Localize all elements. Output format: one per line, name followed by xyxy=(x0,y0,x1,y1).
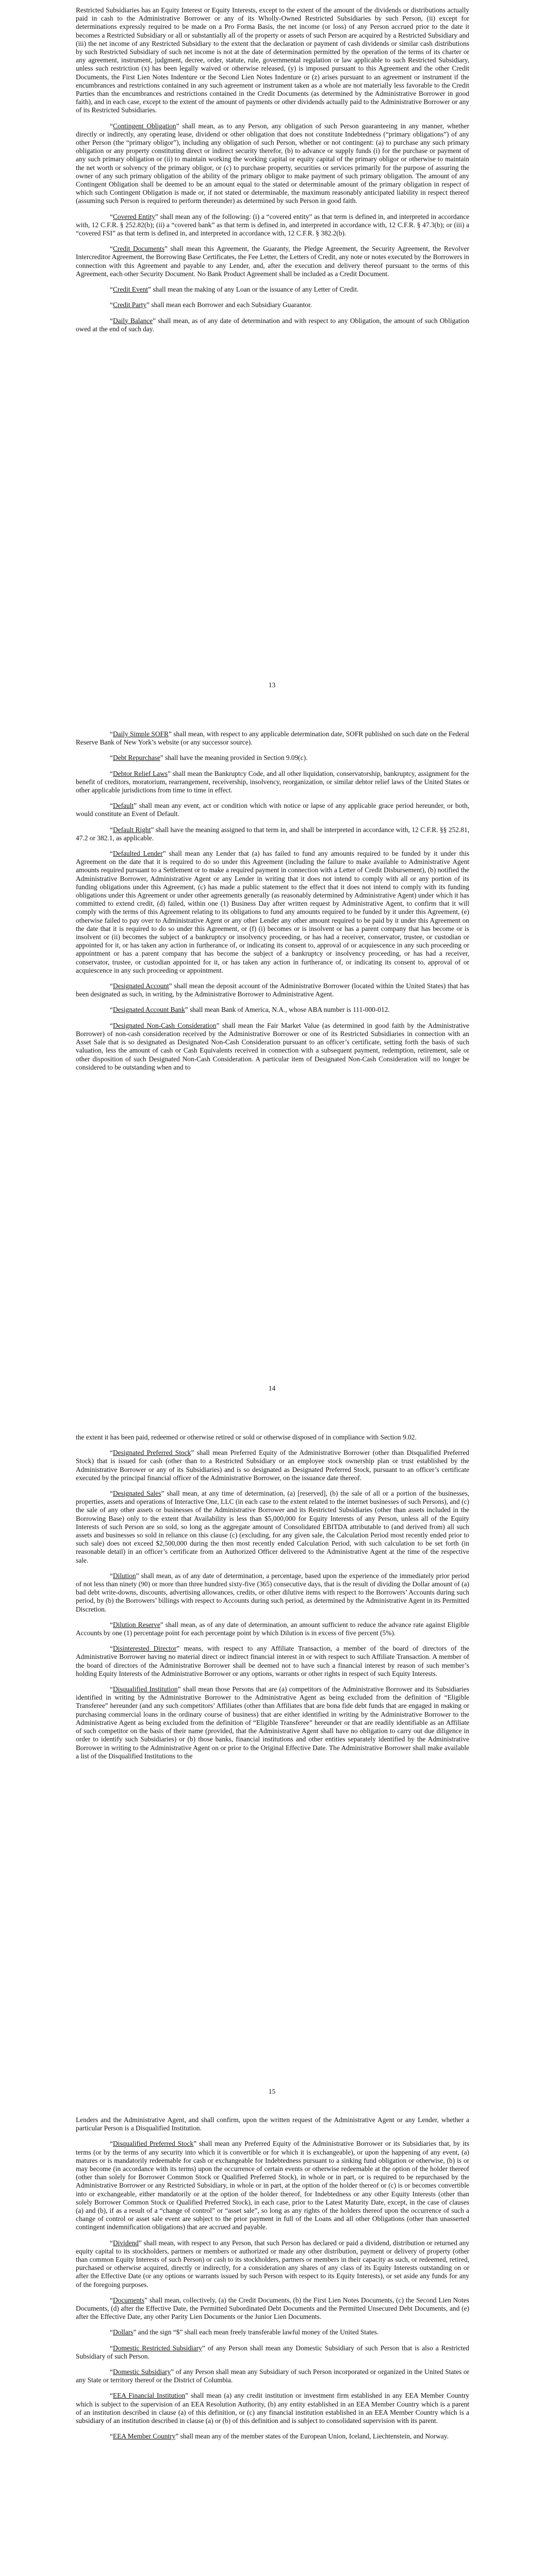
definition-paragraph: “Contingent Obligation” shall mean, as to any Person, any obligation of such Person guaranteeing in any manner, whether directly or indirectly, any operating lease, dividend or other obligation that does not constitute Indebtedness (“primary obligations”) of any other Person (the “primary obligor”), including any obligation of such Person, whether or not contingent: (a) to purchase any such primary obligation or any property constituting direct or indirect security therefor, (b) to advance or supply funds (i) for the purchase or payment of any such primary obligation or (ii) to maintain working the working capital or equity capital of the primary obligor or otherwise to maintain the net worth or solvency of the primary obligor, or (c) to purchase property, securities or services primarily for the purpose of assuring the owner of any such primary obligation of the ability of the primary obligor to make payment of such primary obligation. The amount of any Contingent Obligation shall be deemed to be an amount equal to the stated or determinable amount of the primary obligation in respect of which such Contingent Obligation is made or, if not stated or determinable, the maximum reasonably anticipated liability in respect thereof (assuming such Person is required to perform thereunder) as determined by such Person in good faith. xyxy=(76,122,469,205)
definition-text: shall have the meaning provided in Section 9.09(c). xyxy=(163,754,308,762)
definition-text: shall mean each Borrower and each Subsidiary Guarantor. xyxy=(150,301,312,309)
definition-text: shall mean, as of any date of determination, a percentage, based upon the experience of the immediately prior period of not less than ninety (90) or more than three hundred sixty-five (365) consecutive days, that is the result of dividing the Dollar amount of (a) bad debt write-downs, discounts, advertising allowances, credits, or other dilutive items with respect to the Borrowers’ Accounts during such period, by (b) the Borrowers’ billings with respect to Accounts during such period, as determined by the Administrative Agent in its Permitted Discretion. xyxy=(76,1571,469,1613)
definition-paragraph: “Daily Simple SOFR” shall mean, with respect to any applicable determination date, SOFR published on such date on the Federal Reserve Bank of New York’s website (or any successor source). xyxy=(76,730,470,747)
definition-text: shall have the meaning assigned to that term in, and shall be interpreted in accordance with, 12 C.F.R. §§ 252.81, 47.2 or 382.1, as applicable. xyxy=(76,825,469,842)
definition-text: shall mean, with respect to any applicable determination date, SOFR published on such date on the Federal Reserve Bank of New York’s website (or any successor source). xyxy=(76,730,470,747)
definition-paragraph: “Debtor Relief Laws” shall mean the Bankruptcy Code, and all other liquidation, conservatorship, bankruptcy, assignment for the benefit of creditors, moratorium, rearrangement, receivership, insolvency, reorganization, or similar debtor relief laws of the United States or other applicable jurisdictions from time to time in effect. xyxy=(76,769,469,794)
definition-paragraph: “Disinterested Director” means, with respect to any Affiliate Transaction, a member of the board of directors of the Administrative Borrower having no material direct or indirect financial interest in or with respect to such Affiliate Transaction. A member of the board of directors of the Administrative Borrower shall be deemed not to have such a financial interest by reason of such member’s holding Equity Interests of the Administrative Borrower or any options, warrants or other rights in respect of such Equity Interests. xyxy=(76,1645,469,1677)
definition-text: of any Person shall mean any Domestic Subsidiary of such Person that is also a Restricted Subsidiary of such Person. xyxy=(76,2344,469,2360)
defined-term: Disinterested Director xyxy=(112,1645,177,1653)
definition-text: of any Person shall mean any Subsidiary of such Person incorporated or organized in the United States or any State or territory thereof or the District of Columbia. xyxy=(76,2368,470,2384)
definition-paragraph: “EEA Financial Institution” shall mean (a) any credit institution or investment firm established in any EEA Member Country which is subject to the supervision of an EEA Resolution Authority, (b) any entity established in an EEA Member Country which is a parent of an institution described in clause (a) of this definition, or (c) any financial institution established in an EEA Member Country which is a subsidiary of an institution described in clause (a) or (b) of this definition and is subject to consolidated supervision with its parent. xyxy=(76,2392,470,2425)
paragraph xyxy=(76,1433,469,1442)
definition-paragraph: “Domestic Restricted Subsidiary” of any Person shall mean any Domestic Subsidiary of such Person that is also a Restricted Subsidiary of such Person. xyxy=(76,2344,469,2360)
defined-term: Default Right xyxy=(112,825,151,834)
defined-term: Debt Repurchase xyxy=(112,754,160,762)
definition-text: shall mean this Agreement, the Guaranty, the Pledge Agreement, the Security Agreement, the Revolver Intercreditor Agreement, the Borrowing Base Certificates, the Fee Letter, the Letters of Credit, any note or notes executed by the Borrowers in connection with this Agreement and payable to any Lender, and, after the execution and delivery thereof pursuant to the terms of this Agreement, each other Security Document. No Bank Product Agreement shall be included as a Credit Document. xyxy=(76,245,469,278)
defined-term: Covered Entity xyxy=(112,212,155,221)
page-number: 15 xyxy=(268,2088,276,2095)
definition-paragraph: “EEA Member Country” shall mean any of the member states of the European Union, Iceland, Liechtenstein, and Norway. xyxy=(110,2432,449,2441)
definition-paragraph: “Daily Balance” shall mean, as of any date of determination and with respect to any Obligation, the amount of such Obligation owed at the end of such day. xyxy=(76,316,470,333)
definition-text: shall mean, at any time of determination, (a) [reserved], (b) the sale of all or a portion of the businesses, properties, assets and operations of Interactive One, LLC (in each case to the extent related to the internet businesses of such Persons), and (c) the sale of any other assets or businesses of the Administrative Borrower and its Restricted Subsidiaries (other than assets included in the Borrowing Base) only to the extent that Availability is less than $5,000,000 for Equity Interests of any Person, unless all of the Equity Interests of such Person are so sold, so long as the aggregate amount of Consolidated EBITDA attributable to (and derived from) all such assets and businesses so sold in reliance on this clause (c) (excluding, for any given sale, the Calculation Period most recently ended prior to such sale) does not exceed $2,500,000 during the then most recently ended Calculation Period, with such calculation to be set forth (in reasonable detail) in an officer’s certificate from an Authorized Officer delivered to the Administrative Agent at the time of the respective sale. xyxy=(76,1489,469,1564)
definition-paragraph: “Disqualified Preferred Stock” shall mean any Preferred Equity of the Administrative Borrower or its Subsidiaries that, by its terms (or by the terms of any security into which it is convertible or for which it is exchangeable), or upon the happening of any event, (a) matures or is mandatorily redeemable for cash or exchangeable for Indebtedness pursuant to a sinking fund obligation or otherwise, (b) is or may become (in accordance with its terms) upon the occurrence of certain events or otherwise redeemable at the option of the holder thereof (other than solely for Borrower Common Stock or Qualified Preferred Stock), in whole or in part, or is required to be repurchased by the Administrative Borrower or any Restricted Subsidiary, in whole or in part, at the option of the holder thereof or (c) is or becomes convertible into or exchangeable, either mandatorily or at the option of the holder thereof, for Indebtedness or any other Equity Interests (other than solely Borrower Common Stock or Qualified Preferred Stock), in each case, prior to the Latest Maturity Date, except, in the case of clauses (a) and (b), if as a result of a “change of control” or “asset sale”, so long as any rights of the holders thereof upon the occurrence of such a change of control or asset sale event are subject to the prior payment in full of the Loans and all other Obligations (other than unasserted contingent indemnification obligations) that are accrued and payable. xyxy=(76,2140,469,2231)
defined-term: Defaulted Lender xyxy=(112,850,163,858)
defined-term: Dilution Reserve xyxy=(112,1620,160,1629)
definition-paragraph: “Documents” shall mean, collectively, (a) the Credit Documents, (b) the First Lien Notes Documents, (c) the Second Lien Notes Documents, (d) after the Effective Date, the Permitted Subordinated Debt Documents and the Permitted Unsecured Debt Documents, and (e) after the Effective Date, any other Parity Lien Documents or the Junior Lien Documents. xyxy=(76,2296,469,2321)
definition-text: shall mean any Preferred Equity of the Administrative Borrower or its Subsidiaries that, by its terms (or by the terms of any security into which it is convertible or for which it is exchangeable), or upon the happening of any event, (a) matures or is mandatorily redeemable for cash or exchangeable for Indebtedness pursuant to a sinking fund obligation or otherwise, (b) is or may become (in accordance with its terms) upon the occurrence of certain events or otherwise redeemable at the option of the holder thereof (other than solely for Borrower Common Stock or Qualified Preferred Stock), in whole or in part, or is required to be repurchased by the Administrative Borrower or any Restricted Subsidiary, in whole or in part, at the option of the holder thereof or (c) is or becomes convertible into or exchangeable, either mandatorily or at the option of the holder thereof, for Indebtedness or any other Equity Interests (other than solely Borrower Common Stock or Qualified Preferred Stock), in each case, prior to the Latest Maturity Date, except, in the case of clauses (a) and (b), if as a result of a “change of control” or “asset sale”, so long as any rights of the holders thereof upon the occurrence of such a change of control or asset sale event are subject to the prior payment in full of the Loans and all other Obligations (other than unasserted contingent indemnification obligations) that are accrued and payable. xyxy=(76,2140,469,2231)
defined-term: Credit Party xyxy=(112,301,147,309)
definition-text: shall mean any Lender that (a) has failed to fund any amounts required to be funded by it under this Agreement on the date that it is required to do so under this Agreement (including the failure to make available to Administrative Agent amounts required pursuant to a Settlement or to make a required payment in connection with a Letter of Credit Disbursement), (b) notified the Administrative Borrower, Administrative Agent or any Lender in writing that it does not intend to comply with all or any portion of its funding obligations under this Agreement, (c) has made a public statement to the effect that it does not intend to comply with its funding obligations under this Agreement or under other agreements generally (as reasonably determined by Administrative Agent) under which it has committed to extend credit, (d) failed, within one (1) Business Day after written request by Administrative Agent, to confirm that it will comply with the terms of this Agreement relating to its obligations to fund any amounts required to be funded by it under this Agreement, (e) otherwise failed to pay over to Administrative Agent or any other Lender any other amount required to be paid by it under this Agreement on the date that it is required to do so under this Agreement, or (f) (i) becomes or is insolvent or has a parent company that has become or is insolvent or (ii) becomes the subject of a bankruptcy or insolvency proceeding, or has had a receiver, conservator, trustee, or custodian or appointed for it, or has taken any action in furtherance of, or indicating its consent to, approval of or acquiescence in any such proceeding or appointment or has a parent company that has become the subject of a bankruptcy or insolvency proceeding, or has had a receiver, conservator, trustee, or custodian appointed for it, or has taken any action in furtherance of, or indicating its consent to, approval of or acquiescence in any such proceeding or appointment. xyxy=(76,850,470,974)
defined-term: Daily Simple SOFR xyxy=(112,730,169,738)
definition-paragraph: “Dilution Reserve” shall mean, as of any date of determination, an amount sufficient to reduce the advance rate against Eligible Accounts by one (1) percentage point for each percentage point by which Dilution is in excess of five percent (5%). xyxy=(76,1620,469,1637)
definition-text: and the sign “$” shall each mean freely transferable lawful money of the United States. xyxy=(136,2328,379,2336)
defined-term: Designated Non-Cash Consideration xyxy=(112,1021,217,1029)
definition-text: shall mean any event, act or condition which with notice or lapse of any applicable grace period hereunder, or both, would constitute an Event of Default. xyxy=(76,802,469,818)
definition-paragraph: “Designated Non-Cash Consideration” shall mean the Fair Market Value (as determined in good faith by the Administrative Borrower) of non-cash consideration received by the Administrative Borrower or one of its Restricted Subsidiaries in connection with an Asset Sale that is so designated as Designated Non-Cash Consideration pursuant to an officer’s certificate, setting forth the basis of such valuation, less the amount of cash or Cash Equivalents received in connection with a subsequent payment, redemption, retirement, sale or other disposition of such Designated Non-Cash Consideration. A particular item of Designated Non-Cash Consideration will no longer be considered to be outstanding when and to xyxy=(76,1021,469,1071)
page-14-body xyxy=(76,730,469,1079)
page-15-body xyxy=(76,1433,469,1768)
definition-text: shall mean, as of any date of determination and with respect to any Obligation, the amount of such Obligation owed at the end of such day. xyxy=(76,316,470,333)
paragraph-text: Lenders and the Administrative Agent, and shall confirm, upon the written request of the Administrative Agent or any Lender, whether a particular Person is a Disqualified Institution. xyxy=(76,2116,469,2132)
page-13 xyxy=(0,0,544,703)
page-13-body xyxy=(76,6,469,341)
definition-paragraph: “Covered Entity” shall mean any of the following: (i) a “covered entity” as that term is defined in, and interpreted in accordance with, 12 C.F.R. § 252.82(b); (ii) a “covered bank” as that term is defined in, and interpreted in accordance with, 12 C.F.R. § 47.3(b); or (iii) a “covered FSI” as that term is defined in, and interpreted in accordance with, 12 C.F.R. § 382.2(b). xyxy=(76,212,469,238)
definition-paragraph: “Dollars” and the sign “$” shall each mean freely transferable lawful money of the United States. xyxy=(110,2328,379,2336)
definition-text: shall mean the making of any Loan or the issuance of any Letter of Credit. xyxy=(151,285,359,294)
definition-paragraph: “Disqualified Institution” shall mean those Persons that are (a) competitors of the Administrative Borrower and its Subsidiaries identified in writing by the Administrative Borrower to the Administrative Agent as being excluded from the definition of “Eligible Transferee” hereunder (and any such competitors’ Affiliates (other than Affiliates that are bona fide debt funds that are engaged in making or purchasing commercial loans in the ordinary course of business) that are either identified in writing by the Administrative Borrower to the Administrative Agent as being excluded from the definition of “Eligible Transferee” hereunder or that are readily identifiable as an Affiliate of such competitor on the basis of their name (provided, that the Administrative Agent shall have no obligation to carry out due diligence in order to identify such Subsidiaries) or (b) those banks, financial institutions and other entities separately identified by the Administrative Borrower in writing to the Administrative Agent on or prior to the Original Effective Date. The Administrative Borrower shall make available a list of the Disqualified Institutions to the xyxy=(76,1685,469,1760)
definition-text: means, with respect to any Affiliate Transaction, a member of the board of directors of the Administrative Borrower having no material direct or indirect financial interest in or with respect to such Affiliate Transaction. A member of the board of directors of the Administrative Borrower shall be deemed not to have such a financial interest by reason of such member’s holding Equity Interests of the Administrative Borrower or any options, warrants or other rights in respect of such Equity Interests. xyxy=(76,1645,469,1677)
defined-term: Debtor Relief Laws xyxy=(112,769,168,777)
defined-term: Disqualified Preferred Stock xyxy=(112,2140,194,2148)
definition-paragraph: “Domestic Subsidiary” of any Person shall mean any Subsidiary of such Person incorporated or organized in the United States or any State or territory thereof or the District of Columbia. xyxy=(76,2368,470,2384)
definition-text: shall mean, with respect to any Person, that such Person has declared or paid a dividend, distribution or returned any equity capital to its stockholders, partners or members or authorized or made any other distribution, payment or delivery of property (other than common Equity Interests of such Person) or cash to its stockholders, partners or members in their capacity as such, or redeemed, retired, purchased or otherwise acquired, directly or indirectly, for a consideration any shares of any class of its Equity Interests outstanding on or after the Effective Date (or any options or warrants issued by such Person with respect to its Equity Interests), or set aside any funds for any of the foregoing purposes. xyxy=(76,2239,469,2289)
definition-paragraph: “Designated Sales” shall mean, at any time of determination, (a) [reserved], (b) the sale of all or a portion of the businesses, properties, assets and operations of Interactive One, LLC (in each case to the extent related to the internet businesses of such Persons), and (c) the sale of any other assets or businesses of the Administrative Borrower and its Restricted Subsidiaries (other than assets included in the Borrowing Base) only to the extent that Availability is less than $5,000,000 for Equity Interests of any Person, unless all of the Equity Interests of such Person are so sold, so long as the aggregate amount of Consolidated EBITDA attributable to (and derived from) all such assets and businesses so sold in reliance on this clause (c) (excluding, for any given sale, the Calculation Period most recently ended prior to such sale) does not exceed $2,500,000 during the then most recently ended Calculation Period, with such calculation to be set forth (in reasonable detail) in an officer’s certificate from an Authorized Officer delivered to the Administrative Agent at the time of the respective sale. xyxy=(76,1489,469,1564)
page-16 xyxy=(0,2110,544,2576)
definition-paragraph: “Designated Account” shall mean the deposit account of the Administrative Borrower (located within the United States) that has been designated as such, in writing, by the Administrative Borrower to Administrative Agent. xyxy=(76,982,469,998)
defined-term: Contingent Obligation xyxy=(112,122,176,130)
definition-paragraph: “Dividend” shall mean, with respect to any Person, that such Person has declared or paid a dividend, distribution or returned any equity capital to its stockholders, partners or members or authorized or made any other distribution, payment or delivery of property (other than common Equity Interests of such Person) or cash to its stockholders, partners or members in their capacity as such, or redeemed, retired, purchased or otherwise acquired, directly or indirectly, for a consideration any shares of any class of its Equity Interests outstanding on or after the Effective Date (or any options or warrants issued by such Person with respect to its Equity Interests), or set aside any funds for any of the foregoing purposes. xyxy=(76,2239,469,2289)
defined-term: Credit Event xyxy=(112,285,149,294)
definition-text: shall mean, collectively, (a) the Credit Documents, (b) the First Lien Notes Documents, (c) the Second Lien Notes Documents, (d) after the Effective Date, the Permitted Subordinated Debt Documents and the Permitted Unsecured Debt Documents, and (e) after the Effective Date, any other Parity Lien Documents or the Junior Lien Documents. xyxy=(76,2296,469,2321)
defined-term: Domestic Subsidiary xyxy=(112,2368,171,2376)
definition-text: shall mean, as to any Person, any obligation of such Person guaranteeing in any manner, whether directly or indirectly, any operating lease, dividend or other obligation that does not constitute Indebtedness (“primary obligations”) of any other Person (the “primary obligor”), including any obligation of such Person, whether or not contingent: (a) to purchase any such primary obligation or any property constituting direct or indirect security therefor, (b) to advance or supply funds (i) for the purchase or payment of any such primary obligation or (ii) to maintain working the working capital or equity capital of the primary obligor or otherwise to maintain the net worth or solvency of the primary obligor, or (c) to purchase property, securities or services primarily for the purpose of assuring the owner of any such primary obligation of the ability of the primary obligor to make payment of such primary obligation. The amount of any Contingent Obligation shall be deemed to be an amount equal to the stated or determinable amount of the primary obligation in respect of which such Contingent Obligation is made or, if not stated or determinable, the maximum reasonably anticipated liability in respect thereof (assuming such Person is required to perform thereunder) as determined by such Person in good faith. xyxy=(76,122,469,205)
paragraph-text: the extent it has been paid, redeemed or otherwise retired or sold or otherwise disposed of in compliance with Section 9.02. xyxy=(76,1433,417,1441)
definition-paragraph: “Defaulted Lender” shall mean any Lender that (a) has failed to fund any amounts required to be funded by it under this Agreement on the date that it is required to do so under this Agreement (including the failure to make available to Administrative Agent amounts required pursuant to a Settlement or to make a required payment in connection with a Letter of Credit Disbursement), (b) notified the Administrative Borrower, Administrative Agent or any Lender in writing that it does not intend to comply with all or any portion of its funding obligations under this Agreement, (c) has made a public statement to the effect that it does not intend to comply with its funding obligations under this Agreement or under other agreements generally (as reasonably determined by Administrative Agent) under which it has committed to extend credit, (d) failed, within one (1) Business Day after written request by Administrative Agent, to confirm that it will comply with the terms of this Agreement relating to its obligations to fund any amounts required to be funded by it under this Agreement, (e) otherwise failed to pay over to Administrative Agent or any other Lender any other amount required to be paid by it under this Agreement on the date that it is required to do so under this Agreement, or (f) (i) becomes or is insolvent or has a parent company that has become or is insolvent or (ii) becomes the subject of a bankruptcy or insolvency proceeding, or has had a receiver, conservator, trustee, or custodian or appointed for it, or has taken any action in furtherance of, or indicating its consent to, approval of or acquiescence in any such proceeding or appointment or has a parent company that has become the subject of a bankruptcy or insolvency proceeding, or has had a receiver, conservator, trustee, or custodian appointed for it, or has taken any action in furtherance of, or indicating its consent to, approval of or acquiescence in any such proceeding or appointment. xyxy=(76,850,470,974)
defined-term: Designated Account xyxy=(112,982,169,990)
page-number: 14 xyxy=(268,1384,276,1392)
definition-text: shall mean any of the member states of the European Union, Iceland, Liechtenstein, and Norway. xyxy=(178,2432,449,2441)
defined-term: Designated Sales xyxy=(112,1489,161,1498)
paragraph xyxy=(76,6,469,115)
definition-paragraph: “Default Right” shall have the meaning assigned to that term in, and shall be interpreted in accordance with, 12 C.F.R. §§ 252.81, 47.2 or 382.1, as applicable. xyxy=(76,825,469,842)
defined-term: Documents xyxy=(112,2296,144,2304)
definition-text: shall mean Preferred Equity of the Administrative Borrower (other than Disqualified Preferred Stock) that is issued for cash (other than to a Restricted Subsidiary or an employee stock ownership plan or trust established by the Administrative Borrower or any of its Subsidiaries) and is so designated as Designated Preferred Stock, pursuant to an officer’s certificate executed by the principal financial officer of the Administrative Borrower, on the issuance date thereof. xyxy=(76,1449,469,1482)
definition-text: shall mean the deposit account of the Administrative Borrower (located within the United States) that has been designated as such, in writing, by the Administrative Borrower to Administrative Agent. xyxy=(76,982,469,998)
definition-text: shall mean (a) any credit institution or investment firm established in any EEA Member Country which is subject to the supervision of an EEA Resolution Authority, (b) any entity established in an EEA Member Country which is a parent of an institution described in clause (a) of this definition, or (c) any financial institution established in an EEA Member Country which is a subsidiary of an institution described in clause (a) or (b) of this definition and is subject to consolidated supervision with its parent. xyxy=(76,2392,470,2425)
defined-term: EEA Financial Institution xyxy=(112,2392,186,2400)
definition-text: shall mean any of the following: (i) a “covered entity” as that term is defined in, and interpreted in accordance with, 12 C.F.R. § 252.82(b); (ii) a “covered bank” as that term is defined in, and interpreted in accordance with, 12 C.F.R. § 47.3(b); or (iii) a “covered FSI” as that term is defined in, and interpreted in accordance with, 12 C.F.R. § 382.2(b). xyxy=(76,212,469,238)
paragraph xyxy=(76,2116,469,2132)
definition-paragraph: “Credit Event” shall mean the making of any Loan or the issuance of any Letter of Credit. xyxy=(110,285,359,294)
definition-text: shall mean those Persons that are (a) competitors of the Administrative Borrower and its Subsidiaries identified in writing by the Administrative Borrower to the Administrative Agent as being excluded from the definition of “Eligible Transferee” hereunder (and any such competitors’ Affiliates (other than Affiliates that are bona fide debt funds that are engaged in making or purchasing commercial loans in the ordinary course of business) that are either identified in writing by the Administrative Borrower to the Administrative Agent as being excluded from the definition of “Eligible Transferee” hereunder or that are readily identifiable as an Affiliate of such competitor on the basis of their name (provided, that the Administrative Agent shall have no obligation to carry out due diligence in order to identify such Subsidiaries) or (b) those banks, financial institutions and other entities separately identified by the Administrative Borrower in writing to the Administrative Agent on or prior to the Original Effective Date. The Administrative Borrower shall make available a list of the Disqualified Institutions to the xyxy=(76,1685,469,1760)
definition-paragraph: “Credit Documents” shall mean this Agreement, the Guaranty, the Pledge Agreement, the Security Agreement, the Revolver Intercreditor Agreement, the Borrowing Base Certificates, the Fee Letter, the Letters of Credit, any note or notes executed by the Borrowers in connection with this Agreement and payable to any Lender, and, after the execution and delivery thereof pursuant to the terms of this Agreement, each other Security Document. No Bank Product Agreement shall be included as a Credit Document. xyxy=(76,245,469,278)
definition-text: shall mean the Fair Market Value (as determined in good faith by the Administrative Borrower) of non-cash consideration received by the Administrative Borrower or one of its Restricted Subsidiaries in connection with an Asset Sale that is so designated as Designated Non-Cash Consideration pursuant to an officer’s certificate, setting forth the basis of such valuation, less the amount of cash or Cash Equivalents received in connection with a subsequent payment, redemption, retirement, sale or other disposition of such Designated Non-Cash Consideration. A particular item of Designated Non-Cash Consideration will no longer be considered to be outstanding when and to xyxy=(76,1021,469,1071)
defined-term: Daily Balance xyxy=(112,316,153,325)
defined-term: Disqualified Institution xyxy=(112,1685,178,1693)
page-14 xyxy=(0,703,544,1406)
definition-paragraph: “Default” shall mean any event, act or condition which with notice or lapse of any applicable grace period hereunder, or both, would constitute an Event of Default. xyxy=(76,802,469,818)
definition-paragraph: “Credit Party” shall mean each Borrower and each Subsidiary Guarantor. xyxy=(110,301,312,309)
defined-term: EEA Member Country xyxy=(112,2432,176,2441)
defined-term: Domestic Restricted Subsidiary xyxy=(112,2344,202,2352)
definition-text: shall mean, as of any date of determination, an amount sufficient to reduce the advance rate against Eligible Accounts by one (1) percentage point for each percentage point by which Dilution is in excess of five percent (5%). xyxy=(76,1620,469,1637)
definition-paragraph: “Designated Preferred Stock” shall mean Preferred Equity of the Administrative Borrower (other than Disqualified Preferred Stock) that is issued for cash (other than to a Restricted Subsidiary or an employee stock ownership plan or trust established by the Administrative Borrower or any of its Subsidiaries) and is so designated as Designated Preferred Stock, pursuant to an officer’s certificate executed by the principal financial officer of the Administrative Borrower, on the issuance date thereof. xyxy=(76,1449,469,1482)
defined-term: Credit Documents xyxy=(112,245,164,253)
defined-term: Dividend xyxy=(112,2239,139,2247)
page-15 xyxy=(0,1406,544,2110)
definition-paragraph: “Debt Repurchase” shall have the meaning provided in Section 9.09(c). xyxy=(110,754,308,762)
defined-term: Dollars xyxy=(112,2328,134,2336)
page-number: 13 xyxy=(268,681,276,689)
page-16-body xyxy=(76,2116,469,2448)
definition-text: shall mean Bank of America, N.A., whose ABA number is 111-000-012. xyxy=(188,1006,390,1014)
definition-paragraph: “Designated Account Bank” shall mean Bank of America, N.A., whose ABA number is 111-000-012. xyxy=(110,1006,390,1014)
definition-text: shall mean the Bankruptcy Code, and all other liquidation, conservatorship, bankruptcy, assignment for the benefit of creditors, moratorium, rearrangement, receivership, insolvency, reorganization, or similar debtor relief laws of the United States or other applicable jurisdictions from time to time in effect. xyxy=(76,769,469,794)
defined-term: Default xyxy=(112,802,134,810)
paragraph-text: Restricted Subsidiaries has an Equity Interest or Equity Interests, except to the extent of the amount of the dividends or distributions actually paid in cash to the Administrative Borrower or any of its Wholly-Owned Restricted Subsidiaries by such Person, (ii) except for determinations expressly required to be made on a Pro Forma Basis, the net income (or loss) of any Person accrued prior to the date it becomes a Restricted Subsidiary or all or substantially all of the property or assets of such Person are acquired by a Restricted Subsidiary and (iii) the net income of any Restricted Subsidiary to the extent that the declaration or payment of cash dividends or similar cash distributions by such Restricted Subsidiary of such net income is not at the date of determination permitted by the operation of the terms of its charter or any agreement, instrument, judgment, decree, order, statute, rule, governmental regulation or law applicable to such Restricted Subsidiary, unless such restriction (x) has been legally waived or otherwise released, (y) is imposed pursuant to this Agreement and the other Credit Documents, the First Lien Notes Indenture or the Second Lien Notes Indenture or (z) arises pursuant to an agreement or instrument if the encumbrances and restrictions contained in any such agreement or instrument taken as a whole are not materially less favorable to the Credit Parties than the encumbrances and restrictions contained in the Credit Documents (as determined by the Administrative Borrower in good faith), and in each case, except to the extent of the amount of payments or other dividends actually paid to the Administrative Borrower or any of its Restricted Subsidiaries. xyxy=(76,6,469,114)
defined-term: Designated Preferred Stock xyxy=(112,1449,191,1457)
definition-paragraph: “Dilution” shall mean, as of any date of determination, a percentage, based upon the experience of the immediately prior period of not less than ninety (90) or more than three hundred sixty-five (365) consecutive days, that is the result of dividing the Dollar amount of (a) bad debt write-downs, discounts, advertising allowances, credits, or other dilutive items with respect to the Borrowers’ Accounts during such period, by (b) the Borrowers’ billings with respect to Accounts during such period, as determined by the Administrative Agent in its Permitted Discretion. xyxy=(76,1571,469,1613)
defined-term: Dilution xyxy=(112,1571,136,1580)
defined-term: Designated Account Bank xyxy=(112,1006,185,1014)
